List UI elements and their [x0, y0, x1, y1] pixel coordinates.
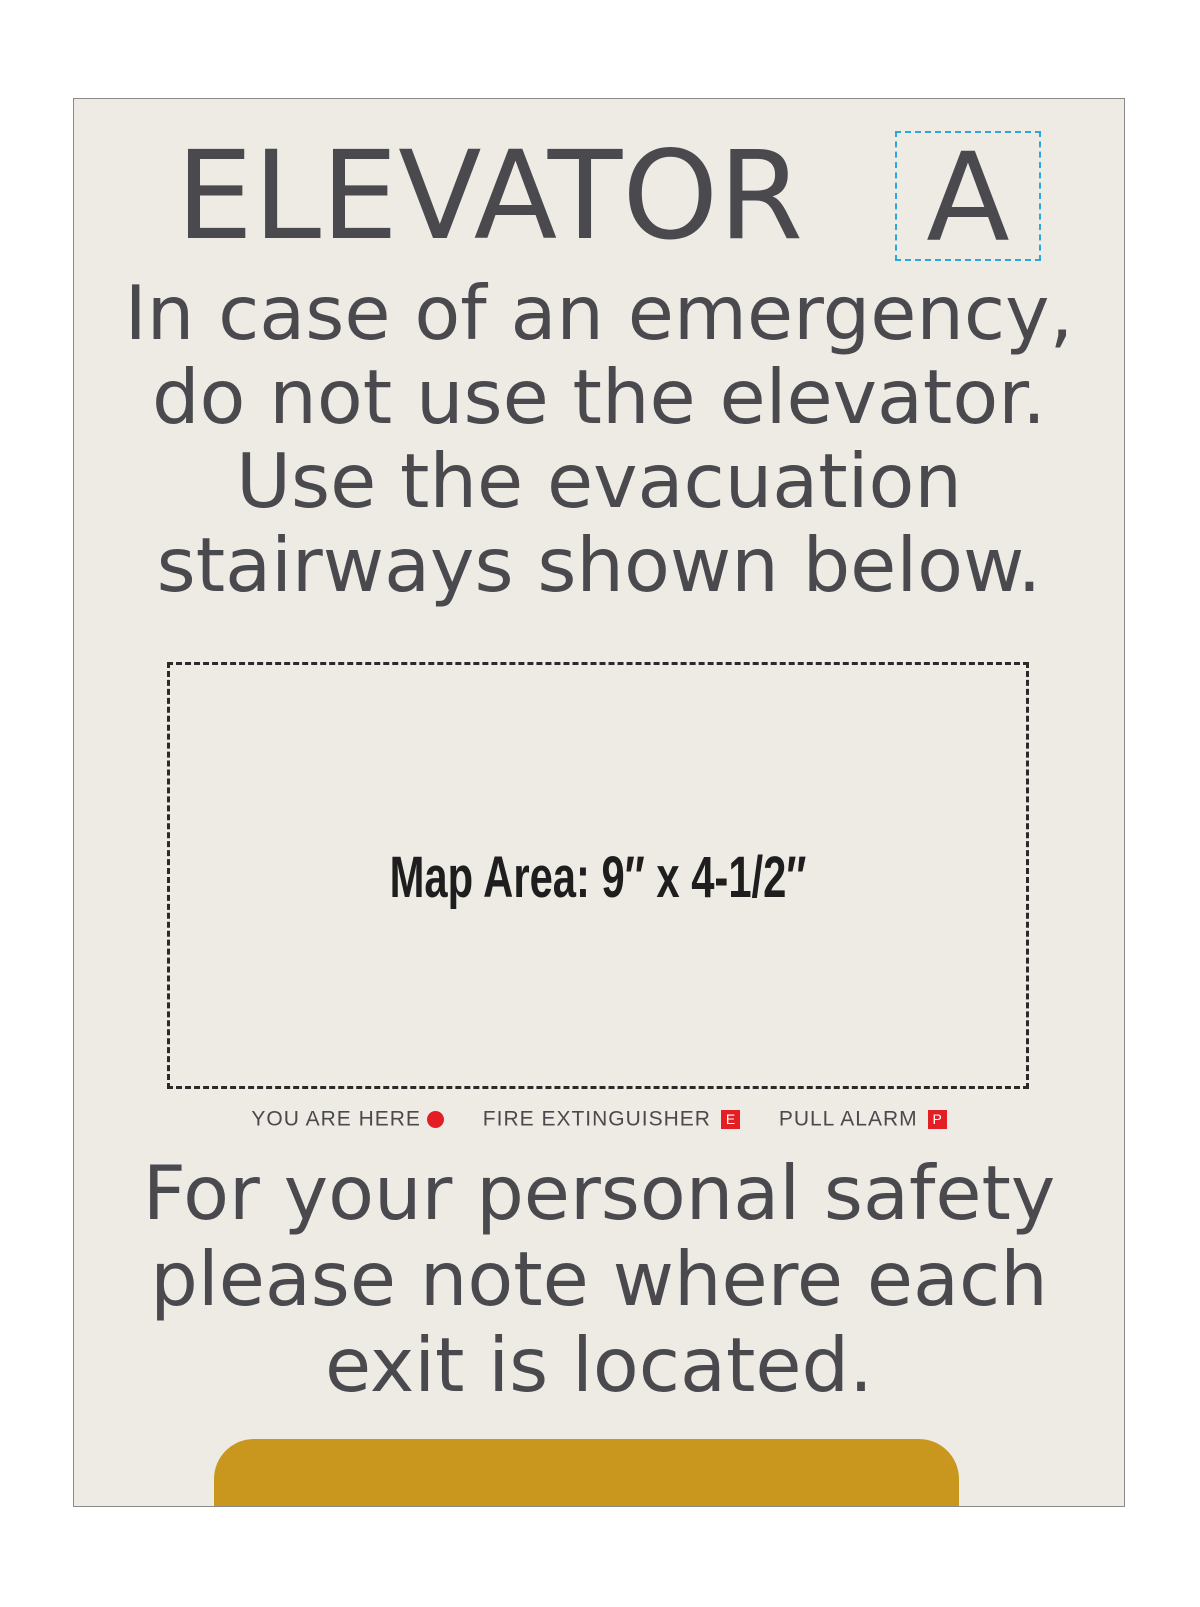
p-badge-icon: P: [928, 1110, 947, 1129]
red-dot-icon: [427, 1111, 444, 1128]
map-area-label: Map Area: 9″ x 4-1/2″: [389, 845, 807, 910]
elevator-letter-placeholder: [895, 127, 1041, 269]
e-badge-icon: E: [721, 1110, 740, 1129]
safety-line: please note where each: [150, 1235, 1048, 1323]
legend-pull-alarm-label: PULL ALARM: [778, 1107, 918, 1131]
elevator-letter: A: [926, 127, 1010, 269]
warning-line: Use the evacuation: [236, 437, 962, 525]
elevator-sign: [73, 98, 1125, 1507]
map-legend: [74, 1103, 1124, 1135]
map-area-placeholder: [167, 662, 1029, 1089]
gold-bar: [214, 1439, 959, 1507]
warning-line: stairways shown below.: [156, 521, 1042, 609]
legend-fire-extinguisher: [483, 1103, 740, 1135]
legend-fire-extinguisher-label: FIRE EXTINGUISHER: [482, 1107, 711, 1131]
safety-line: For your personal safety: [142, 1149, 1056, 1237]
sign-title: [74, 121, 1124, 271]
emergency-warning: [74, 271, 1124, 607]
safety-line: exit is located.: [325, 1321, 873, 1409]
legend-pull-alarm: [779, 1103, 947, 1135]
legend-you-are-here-label: YOU ARE HERE: [251, 1107, 421, 1131]
title-word: ELEVATOR: [176, 125, 804, 267]
legend-you-are-here: [251, 1103, 444, 1135]
warning-line: do not use the elevator.: [151, 353, 1047, 441]
safety-note: [74, 1150, 1124, 1408]
warning-line: In case of an emergency,: [124, 269, 1074, 357]
